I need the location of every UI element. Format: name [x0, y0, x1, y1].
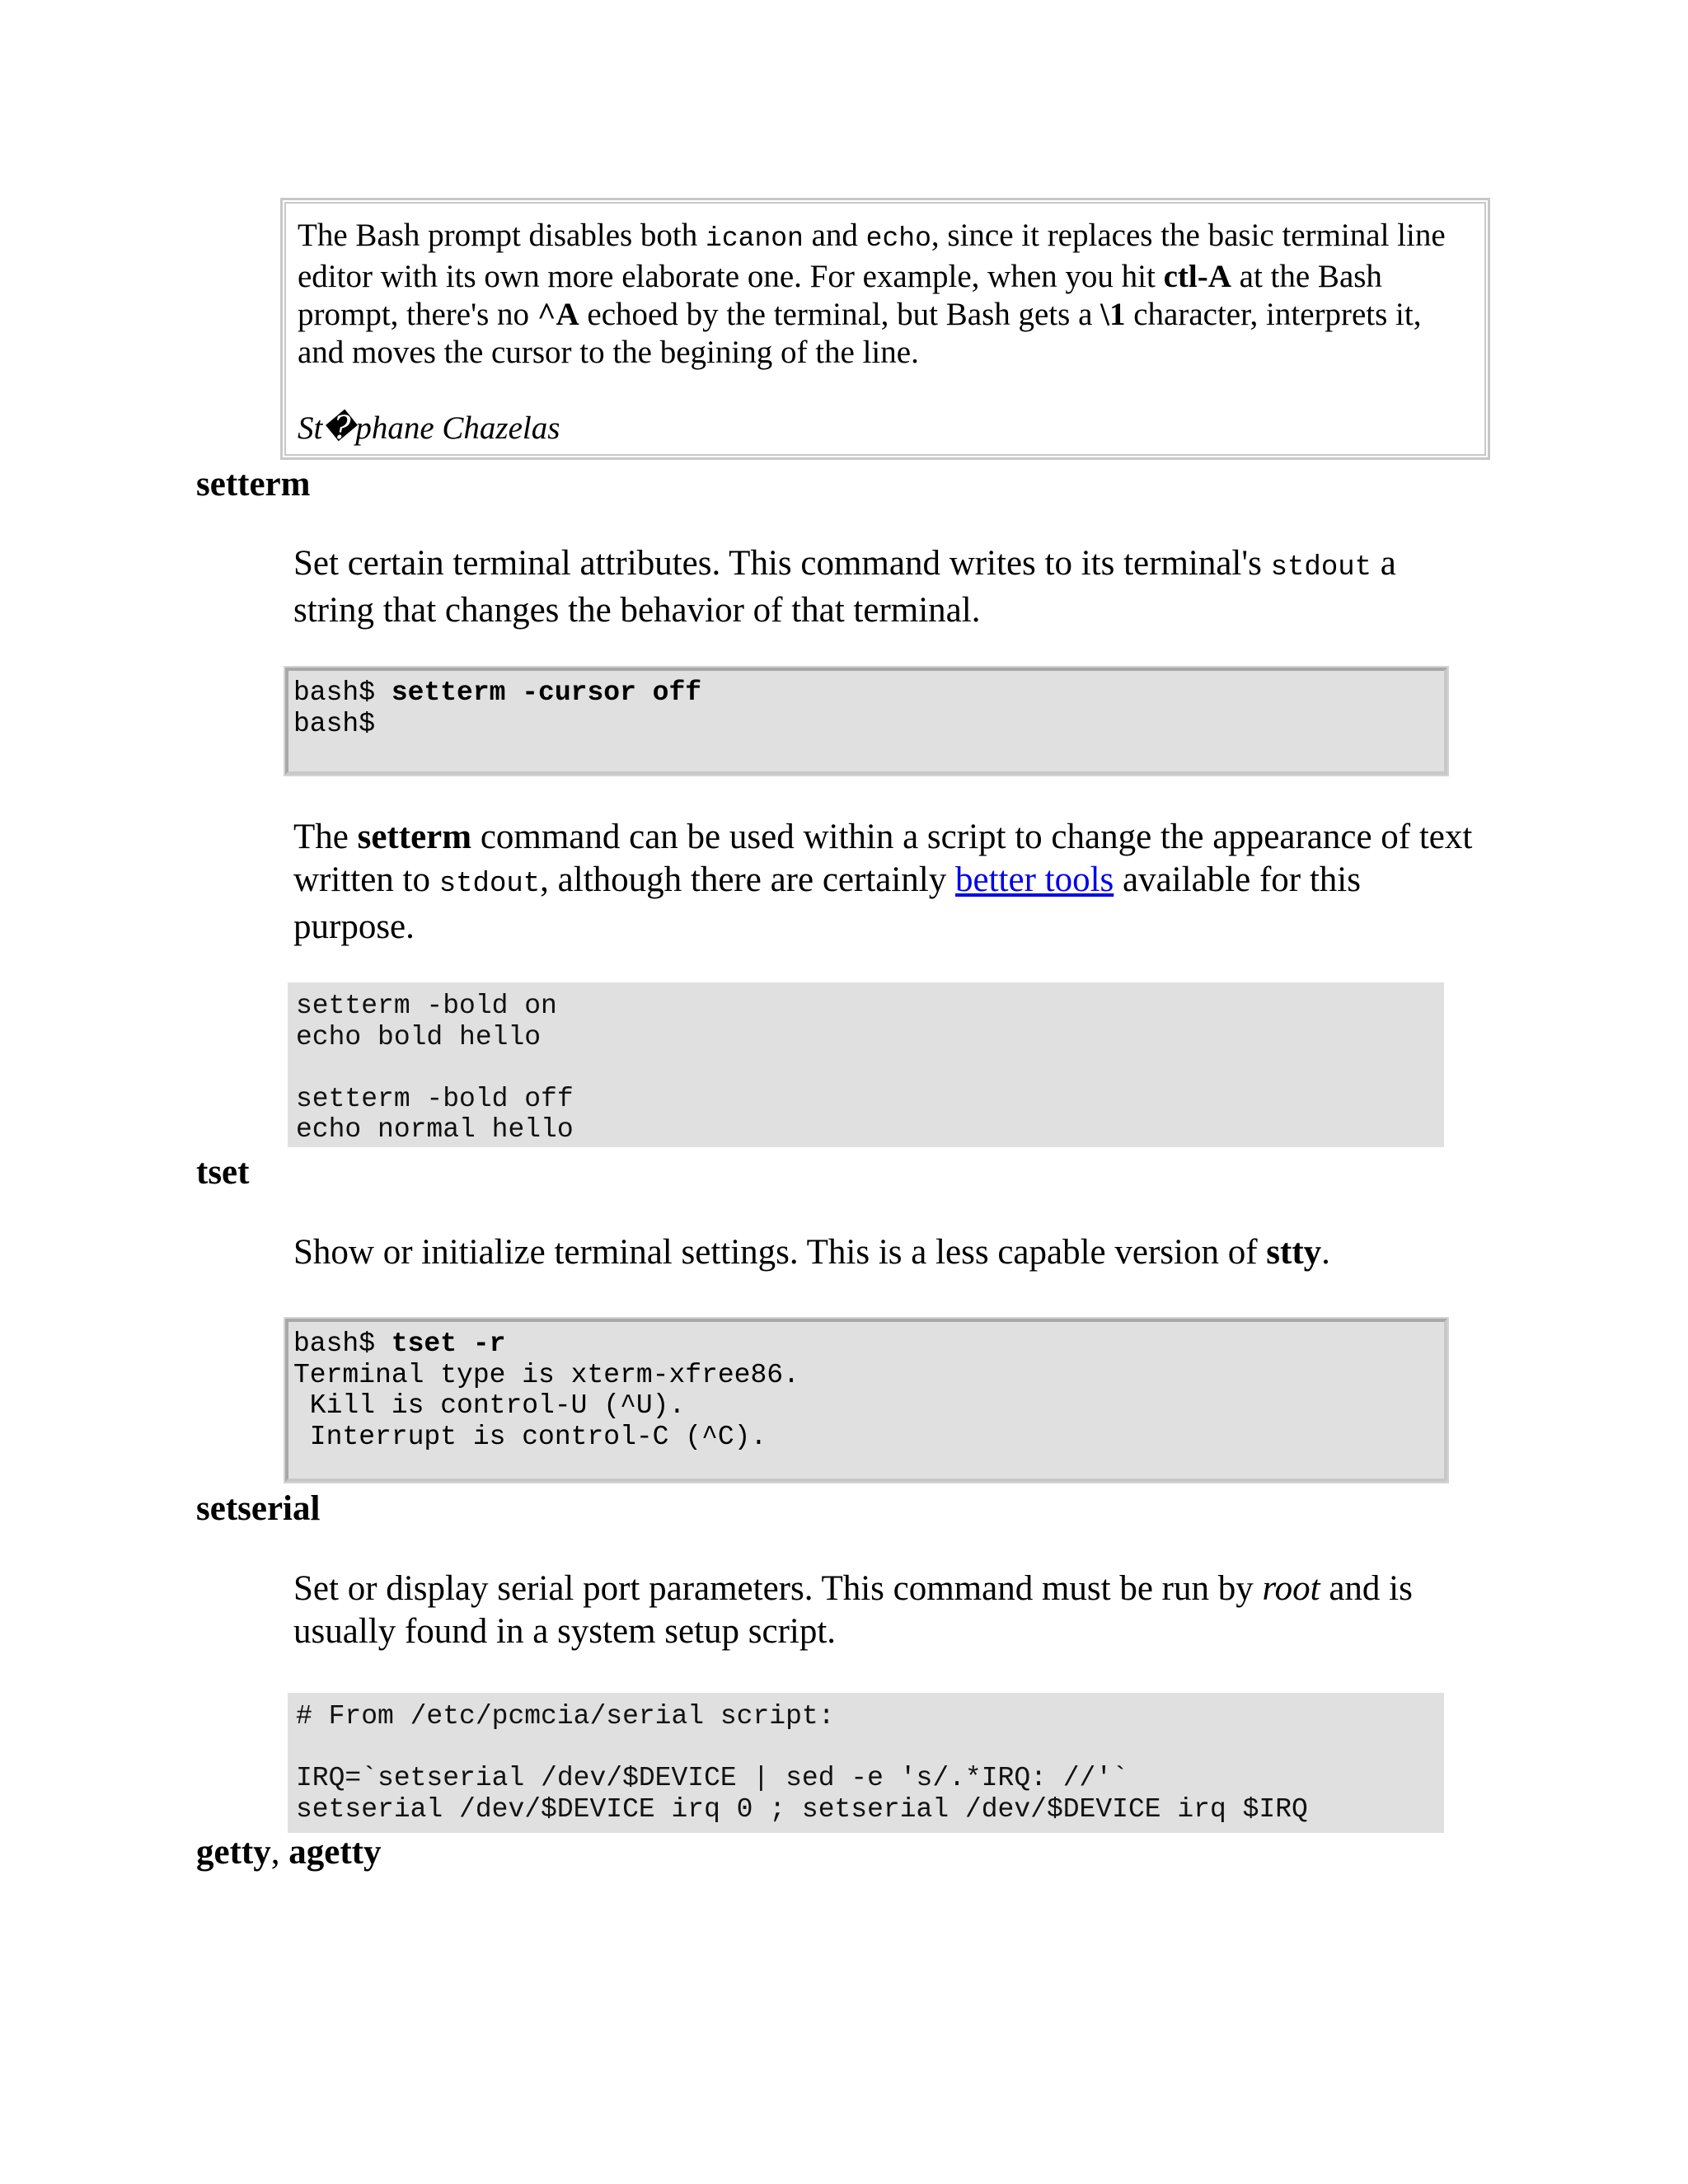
screen-command: setterm -cursor off [391, 677, 702, 708]
setterm-description [293, 542, 1480, 632]
screen-line: Terminal type is xterm-xfree86. [293, 1359, 799, 1390]
code-line: setserial /dev/$DEVICE irq 0 ; setserial /dev/$DEVICE irq $IRQ [296, 1793, 1308, 1825]
term-tset: tset [196, 1153, 250, 1192]
code-line: setterm -bold on [296, 991, 557, 1021]
better-tools-link[interactable]: better tools [955, 860, 1114, 899]
code-line [296, 1732, 1444, 1764]
tset-desc-bold: stty [1266, 1233, 1322, 1272]
quote-text-part: The Bash prompt disables both [298, 218, 706, 253]
screen-prompt: bash$ [293, 1329, 392, 1359]
setserial-desc-text: Set or display serial port parameters. This command must be run by [293, 1569, 1263, 1608]
screen-line [293, 677, 1444, 709]
tset-desc-text: Show or initialize terminal settings. This is a less capable version of [293, 1233, 1267, 1272]
setserial-description [293, 1568, 1480, 1653]
quote-box [280, 198, 1490, 460]
setterm-usage-text: The [293, 818, 358, 856]
tset-screen-example [285, 1319, 1447, 1482]
code-line: IRQ=`setserial /dev/$DEVICE | sed -e 's/.*IRQ: //'` [296, 1763, 1128, 1793]
term-agetty: agetty [288, 1833, 382, 1872]
setterm-usage-text: available for this purpose. [293, 860, 1361, 946]
quote-signature: St�phane Chazelas [298, 410, 560, 446]
quote-bold-ctl-a: ctl-A [1163, 259, 1231, 294]
setserial-program-listing [288, 1693, 1444, 1833]
quote-text-part: , since it replaces the basic terminal line editor with its own more elaborate one. For example, when you hit [298, 218, 1446, 294]
screen-line: bash$ [293, 708, 376, 739]
quote-code-icanon: icanon [706, 223, 804, 254]
term-getty-agetty [196, 1832, 381, 1872]
tset-desc-text: . [1321, 1233, 1330, 1272]
screen-line: Kill is control-U (^U). [293, 1390, 686, 1421]
quote-code-echo: echo [865, 223, 931, 254]
quote-bold-caret-a: ^A [537, 297, 579, 332]
term-getty: getty [196, 1833, 271, 1872]
setterm-desc-text: Set certain terminal attributes. This command writes to its terminal's [293, 544, 1271, 583]
code-line: echo normal hello [296, 1114, 574, 1145]
setterm-usage-text: command can be used within a script to change the appearance of text written to [293, 818, 1473, 899]
setterm-desc-text: a string that changes the behavior of that terminal. [293, 544, 1396, 630]
code-line: echo bold hello [296, 1021, 542, 1052]
setserial-desc-italic: root [1262, 1569, 1320, 1608]
setterm-usage-text: , although there are certainly [540, 860, 955, 899]
code-line: setterm -bold off [296, 1083, 574, 1114]
term-setserial: setserial [196, 1489, 321, 1528]
quote-text-part: echoed by the terminal, but Bash gets a [579, 297, 1101, 332]
setserial-desc-text: and is usually found in a system setup script. [293, 1569, 1413, 1651]
setterm-program-listing [288, 982, 1444, 1147]
quote-text [298, 217, 1471, 372]
term-setterm: setterm [196, 465, 311, 504]
screen-line [293, 1329, 1444, 1360]
quote-text-part: at the Bash prompt, there's no [298, 259, 1382, 332]
setterm-usage-description [293, 816, 1480, 949]
setterm-usage-code: stdout [438, 869, 541, 900]
code-line: # From /etc/pcmcia/serial script: [296, 1701, 835, 1732]
screen-line: Interrupt is control-C (^C). [293, 1421, 767, 1452]
setterm-desc-code: stdout [1270, 552, 1372, 583]
setterm-screen-example [285, 668, 1447, 775]
tset-description [293, 1231, 1480, 1274]
screen-command: tset -r [391, 1329, 506, 1359]
term-separator: , [270, 1833, 289, 1872]
code-line [296, 1052, 1444, 1084]
setterm-usage-bold: setterm [357, 818, 472, 856]
screen-prompt: bash$ [293, 677, 392, 708]
quote-text-part: character, interprets it, and moves the cursor to the begining of the line. [298, 297, 1422, 370]
quote-bold-backslash-1: \1 [1100, 297, 1126, 332]
quote-text-part: and [803, 218, 866, 253]
